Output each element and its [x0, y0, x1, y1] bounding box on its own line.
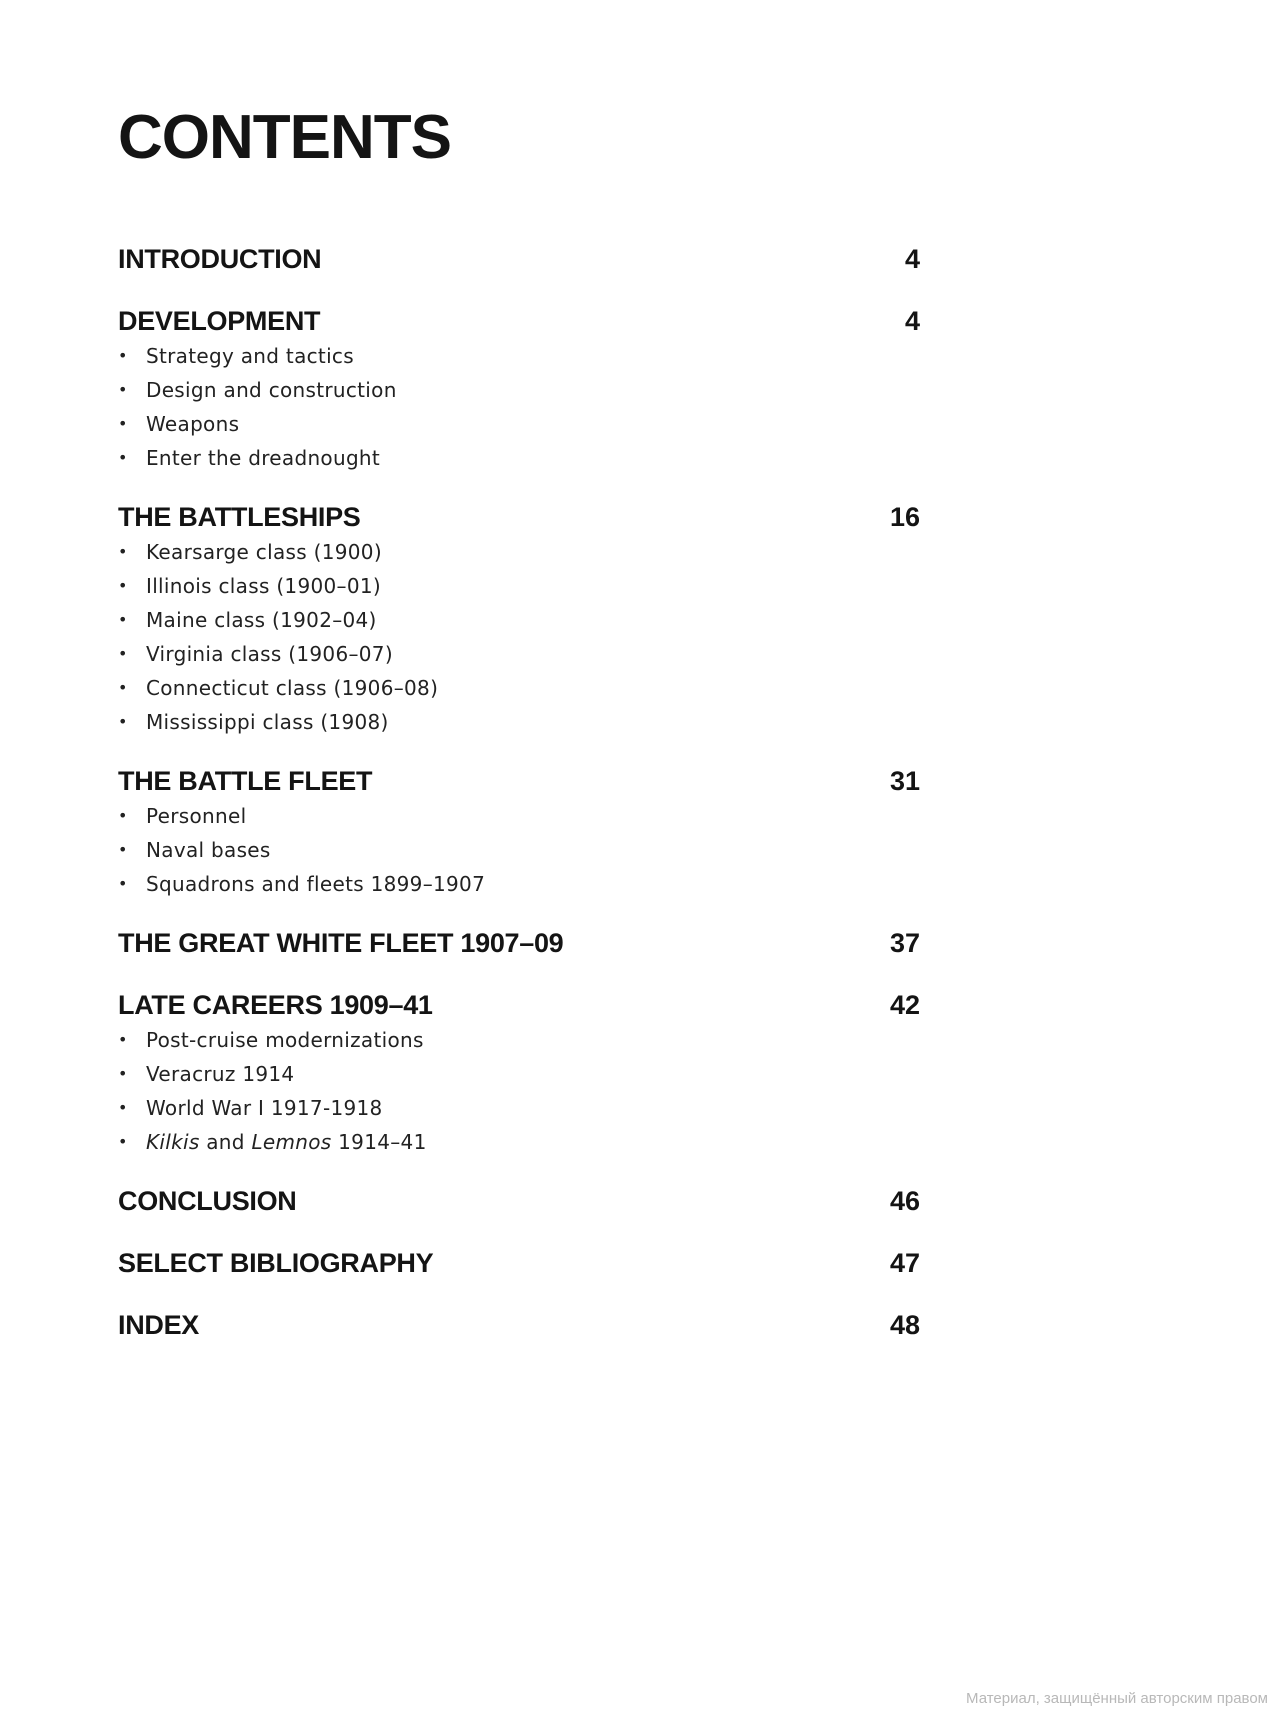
bullet-icon: •	[118, 644, 128, 663]
toc-entry-page: 31	[889, 766, 920, 796]
bullet-icon: •	[118, 1132, 128, 1151]
toc-subitem[interactable]	[118, 339, 920, 373]
toc-subitem-label: Strategy and tactics	[146, 344, 354, 368]
toc-subitem[interactable]	[118, 569, 920, 603]
bullet-icon: •	[118, 542, 128, 561]
toc-subitem-label: Illinois class (1900–01)	[146, 574, 381, 598]
toc-subitems	[118, 1023, 920, 1159]
bullet-icon: •	[118, 610, 128, 629]
toc-subitem[interactable]	[118, 1091, 920, 1125]
toc-entry-title: CONCLUSION	[118, 1186, 297, 1216]
bullet-icon: •	[118, 448, 128, 467]
bullet-icon: •	[118, 840, 128, 859]
toc-entry[interactable]	[118, 1245, 920, 1281]
toc-subitem-label: Personnel	[146, 804, 247, 828]
toc-entry[interactable]	[118, 925, 920, 961]
toc-subitem-label	[146, 1125, 427, 1159]
toc-subitem[interactable]	[118, 799, 920, 833]
toc-entry-title: INTRODUCTION	[118, 244, 322, 274]
toc-entry-page: 42	[889, 990, 920, 1020]
toc-subitem[interactable]	[118, 1057, 920, 1091]
toc-entry-page: 16	[889, 502, 920, 532]
bullet-icon: •	[118, 414, 128, 433]
toc-subitem[interactable]	[118, 833, 920, 867]
ship-name-kilkis: Kilkis	[146, 1130, 200, 1154]
toc-subitems	[118, 535, 920, 739]
toc-subitem-label: World War I 1917-1918	[146, 1096, 383, 1120]
toc-entry-title: THE GREAT WHITE FLEET 1907–09	[118, 928, 564, 958]
toc-entry-page: 48	[889, 1310, 920, 1340]
toc-entry-page: 47	[889, 1248, 920, 1278]
toc-subitem-label: Naval bases	[146, 838, 271, 862]
toc-entry[interactable]	[118, 763, 920, 799]
toc-subitem[interactable]	[118, 441, 920, 475]
toc-subitem[interactable]	[118, 705, 920, 739]
toc-section-great-white-fleet	[118, 925, 920, 961]
bullet-icon: •	[118, 346, 128, 365]
page-title: CONTENTS	[118, 103, 451, 172]
toc-subitem[interactable]	[118, 603, 920, 637]
toc-entry-title: THE BATTLESHIPS	[118, 502, 361, 532]
toc-section-battleships	[118, 499, 920, 739]
table-of-contents	[118, 241, 920, 1343]
bullet-icon: •	[118, 1064, 128, 1083]
toc-subitem-label: Post-cruise modernizations	[146, 1028, 424, 1052]
toc-entry[interactable]	[118, 987, 920, 1023]
toc-entry-title: SELECT BIBLIOGRAPHY	[118, 1248, 434, 1278]
toc-section-index	[118, 1307, 920, 1343]
toc-subitem-label: Design and construction	[146, 378, 397, 402]
toc-subitems	[118, 339, 920, 475]
toc-entry[interactable]	[118, 499, 920, 535]
toc-section-bibliography	[118, 1245, 920, 1281]
toc-subitem-label: Mississippi class (1908)	[146, 710, 389, 734]
toc-subitem[interactable]	[118, 867, 920, 901]
toc-subitem-label: Weapons	[146, 412, 240, 436]
bullet-icon: •	[118, 576, 128, 595]
toc-entry-page: 4	[904, 244, 920, 274]
toc-subitem[interactable]	[118, 671, 920, 705]
toc-subitem-label: Kearsarge class (1900)	[146, 540, 382, 564]
toc-subitem-label: Virginia class (1906–07)	[146, 642, 393, 666]
bullet-icon: •	[118, 380, 128, 399]
toc-subitem-label: Veracruz 1914	[146, 1062, 295, 1086]
toc-section-introduction	[118, 241, 920, 277]
toc-entry-title: INDEX	[118, 1310, 200, 1340]
bullet-icon: •	[118, 712, 128, 731]
toc-entry-title: DEVELOPMENT	[118, 306, 321, 336]
toc-subitem[interactable]	[118, 1023, 920, 1057]
bullet-icon: •	[118, 678, 128, 697]
toc-section-late-careers	[118, 987, 920, 1159]
toc-entry[interactable]	[118, 1183, 920, 1219]
conjunction: and	[199, 1130, 252, 1154]
toc-entry-title: LATE CAREERS 1909–41	[118, 990, 433, 1020]
toc-subitem-label: Connecticut class (1906–08)	[146, 676, 439, 700]
bullet-icon: •	[118, 1030, 128, 1049]
toc-subitem[interactable]	[118, 637, 920, 671]
toc-subitem[interactable]	[118, 407, 920, 441]
toc-subitem[interactable]	[118, 373, 920, 407]
years: 1914–41	[331, 1130, 427, 1154]
copyright-watermark: Материал, защищённый авторским правом	[966, 1690, 1268, 1707]
toc-section-development	[118, 303, 920, 475]
toc-entry[interactable]	[118, 241, 920, 277]
toc-subitem-label: Squadrons and fleets 1899–1907	[146, 872, 486, 896]
toc-entry[interactable]	[118, 303, 920, 339]
toc-entry-page: 4	[904, 306, 920, 336]
toc-subitem-label: Enter the dreadnought	[146, 446, 381, 470]
toc-section-conclusion	[118, 1183, 920, 1219]
bullet-icon: •	[118, 806, 128, 825]
toc-subitem[interactable]	[118, 1125, 920, 1159]
toc-subitems	[118, 799, 920, 901]
toc-entry-title: THE BATTLE FLEET	[118, 766, 373, 796]
ship-name-lemnos: Lemnos	[251, 1130, 332, 1154]
toc-section-battle-fleet	[118, 763, 920, 901]
bullet-icon: •	[118, 1098, 128, 1117]
toc-subitem-label: Maine class (1902–04)	[146, 608, 377, 632]
toc-entry-page: 37	[889, 928, 920, 958]
toc-entry[interactable]	[118, 1307, 920, 1343]
toc-subitem[interactable]	[118, 535, 920, 569]
toc-entry-page: 46	[889, 1186, 920, 1216]
bullet-icon: •	[118, 874, 128, 893]
